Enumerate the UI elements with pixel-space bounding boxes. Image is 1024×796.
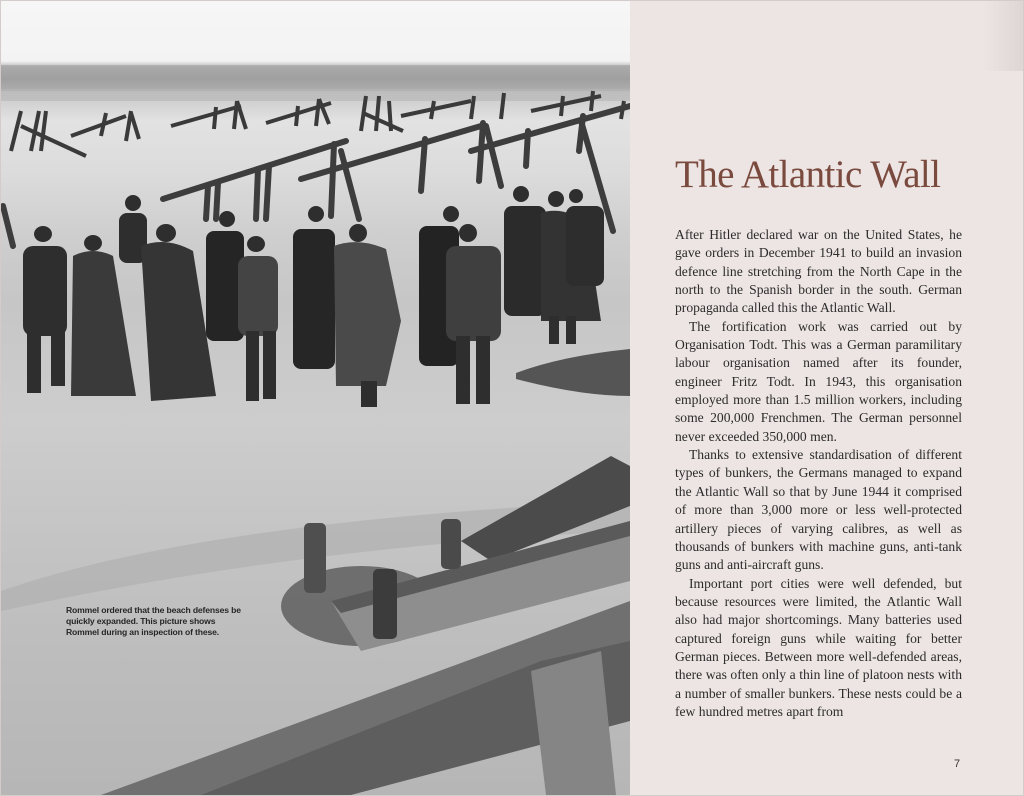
paragraph: Thanks to extensive standardisation of different types of bunkers, the Germans managed to expand the Atlantic Wall so that by June 1944 it comprised of more than 3,000 more or less well-protected artillery pieces of varying calibres, as well as thousands of bunkers with machine guns, anti-tank guns and anti-aircraft guns.	[675, 447, 962, 573]
historical-photo	[1, 1, 630, 795]
page-shadow	[983, 1, 1023, 71]
text-page	[630, 1, 1023, 795]
paragraph: The fortification work was carried out by Organisation Todt. This was a German paramilitary labour organisation named after its founder, engineer Fritz Todt. In 1943, this organisation employed more than 1.5 million workers, including some 200,000 Frenchmen. The German personnel never exceeded 350,000 men.	[675, 318, 962, 444]
paragraph: Important port cities were well defended, but because resources were limited, the Atlantic Wall also had major shortcomings. Many batteries used captured foreign guns while waiting for better German pieces. Between more well-defended areas, there was often only a thin line of platoon nests with a number of smaller bunkers. These nests could be a few hundred metres apart from	[675, 575, 962, 719]
paragraph: After Hitler declared war on the United States, he gave orders in December 1941 to build an invasion defence line stretching from the North Cape in the north to the Spanish border in the south. German propaganda called this the Atlantic Wall.	[675, 227, 962, 316]
page-number: 7	[954, 758, 961, 770]
article-body	[675, 226, 962, 721]
article-title: The Atlantic Wall	[675, 153, 941, 196]
photo-caption: Rommel ordered that the beach defenses be quickly expanded. This picture shows Rommel during an inspection of these.	[66, 605, 241, 638]
photo-illustration	[1, 1, 630, 795]
